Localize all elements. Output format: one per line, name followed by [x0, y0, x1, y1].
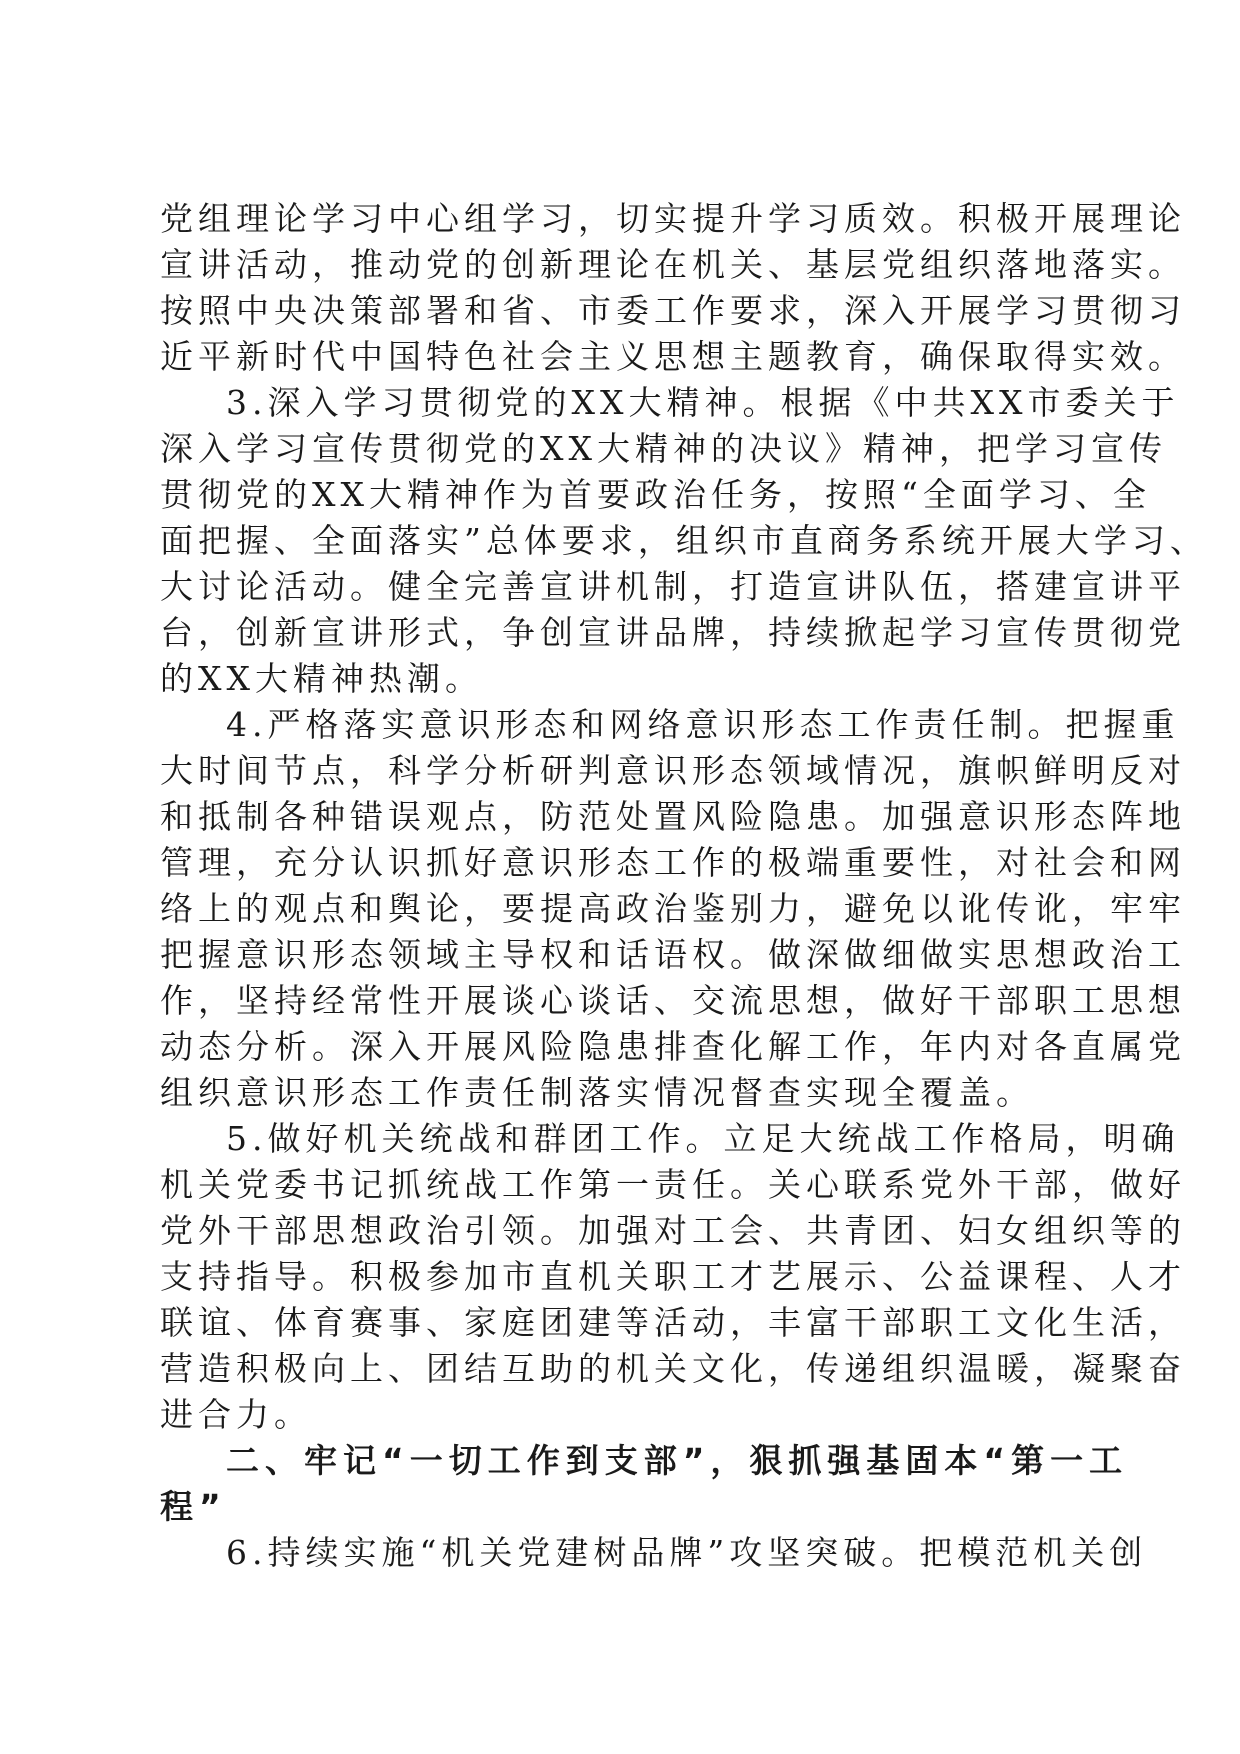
- text-line: 深入学习宣传贯彻党的XX大精神的决议》精神，把学习宣传: [160, 429, 1167, 468]
- text-line: 近平新时代中国特色社会主义思想主题教育，确保取得实效。: [160, 337, 1186, 376]
- text-line: 把握意识形态领域主导权和话语权。做深做细做实思想政治工: [160, 935, 1186, 974]
- text-line: 动态分析。深入开展风险隐患排查化解工作，年内对各直属党: [160, 1027, 1186, 1066]
- paragraph-1: [160, 196, 1186, 380]
- text-line: 党组理论学习中心组学习，切实提升学习质效。积极开展理论: [160, 199, 1186, 238]
- text-line: 管理，充分认识抓好意识形态工作的极端重要性，对社会和网: [160, 843, 1186, 882]
- text-line: 台，创新宣讲形式，争创宣讲品牌，持续掀起学习宣传贯彻党: [160, 613, 1186, 652]
- text-line: 按照中央决策部署和省、市委工作要求，深入开展学习贯彻习: [160, 291, 1186, 330]
- section-heading: [160, 1438, 1129, 1530]
- text-line: 组织意识形态工作责任制落实情况督查实现全覆盖。: [160, 1073, 1034, 1112]
- text-line: 和抵制各种错误观点，防范处置风险隐患。加强意识形态阵地: [160, 797, 1186, 836]
- text-line: 5.做好机关统战和群团工作。立足大统战工作格局，明确: [226, 1119, 1180, 1158]
- text-line: 进合力。: [160, 1395, 312, 1434]
- text-line: 支持指导。积极参加市直机关职工才艺展示、公益课程、人才: [160, 1257, 1186, 1296]
- text-line: 络上的观点和舆论，要提高政治鉴别力，避免以讹传讹，牢牢: [160, 889, 1186, 928]
- text-line: 4.严格落实意识形态和网络意识形态工作责任制。把握重: [226, 705, 1180, 744]
- text-line: 的XX大精神热潮。: [160, 659, 483, 698]
- text-line: 6.持续实施“机关党建树品牌”攻坚突破。把模范机关创: [226, 1533, 1148, 1572]
- text-line: 营造积极向上、团结互助的机关文化，传递组织温暖，凝聚奋: [160, 1349, 1186, 1388]
- text-line: 作，坚持经常性开展谈心谈话、交流思想，做好干部职工思想: [160, 981, 1186, 1020]
- text-line: 3.深入学习贯彻党的XX大精神。根据《中共XX市委关于: [226, 383, 1180, 422]
- text-line: 联谊、体育赛事、家庭团建等活动，丰富干部职工文化生活，: [160, 1303, 1186, 1342]
- text-line: 大讨论活动。健全完善宣讲机制，打造宣讲队伍，搭建宣讲平: [160, 567, 1186, 606]
- text-line: 宣讲活动，推动党的创新理论在机关、基层党组织落地落实。: [160, 245, 1186, 284]
- text-line: 大时间节点，科学分析研判意识形态领域情况，旗帜鲜明反对: [160, 751, 1186, 790]
- paragraph-4: [160, 1116, 1186, 1438]
- paragraph-2: [160, 380, 1208, 702]
- text-line: 面把握、全面落实”总体要求，组织市直商务系统开展大学习、: [160, 521, 1208, 560]
- heading-line: 二、牢记“一切工作到支部”，狠抓强基固本“第一工: [226, 1441, 1129, 1480]
- paragraph-3: [160, 702, 1186, 1116]
- text-line: 贯彻党的XX大精神作为首要政治任务，按照“全面学习、全: [160, 475, 1151, 514]
- text-line: 机关党委书记抓统战工作第一责任。关心联系党外干部，做好: [160, 1165, 1186, 1204]
- heading-line: 程”: [160, 1487, 227, 1526]
- paragraph-5: [160, 1530, 1148, 1576]
- document-page: [160, 196, 1208, 1576]
- text-line: 党外干部思想政治引领。加强对工会、共青团、妇女组织等的: [160, 1211, 1186, 1250]
